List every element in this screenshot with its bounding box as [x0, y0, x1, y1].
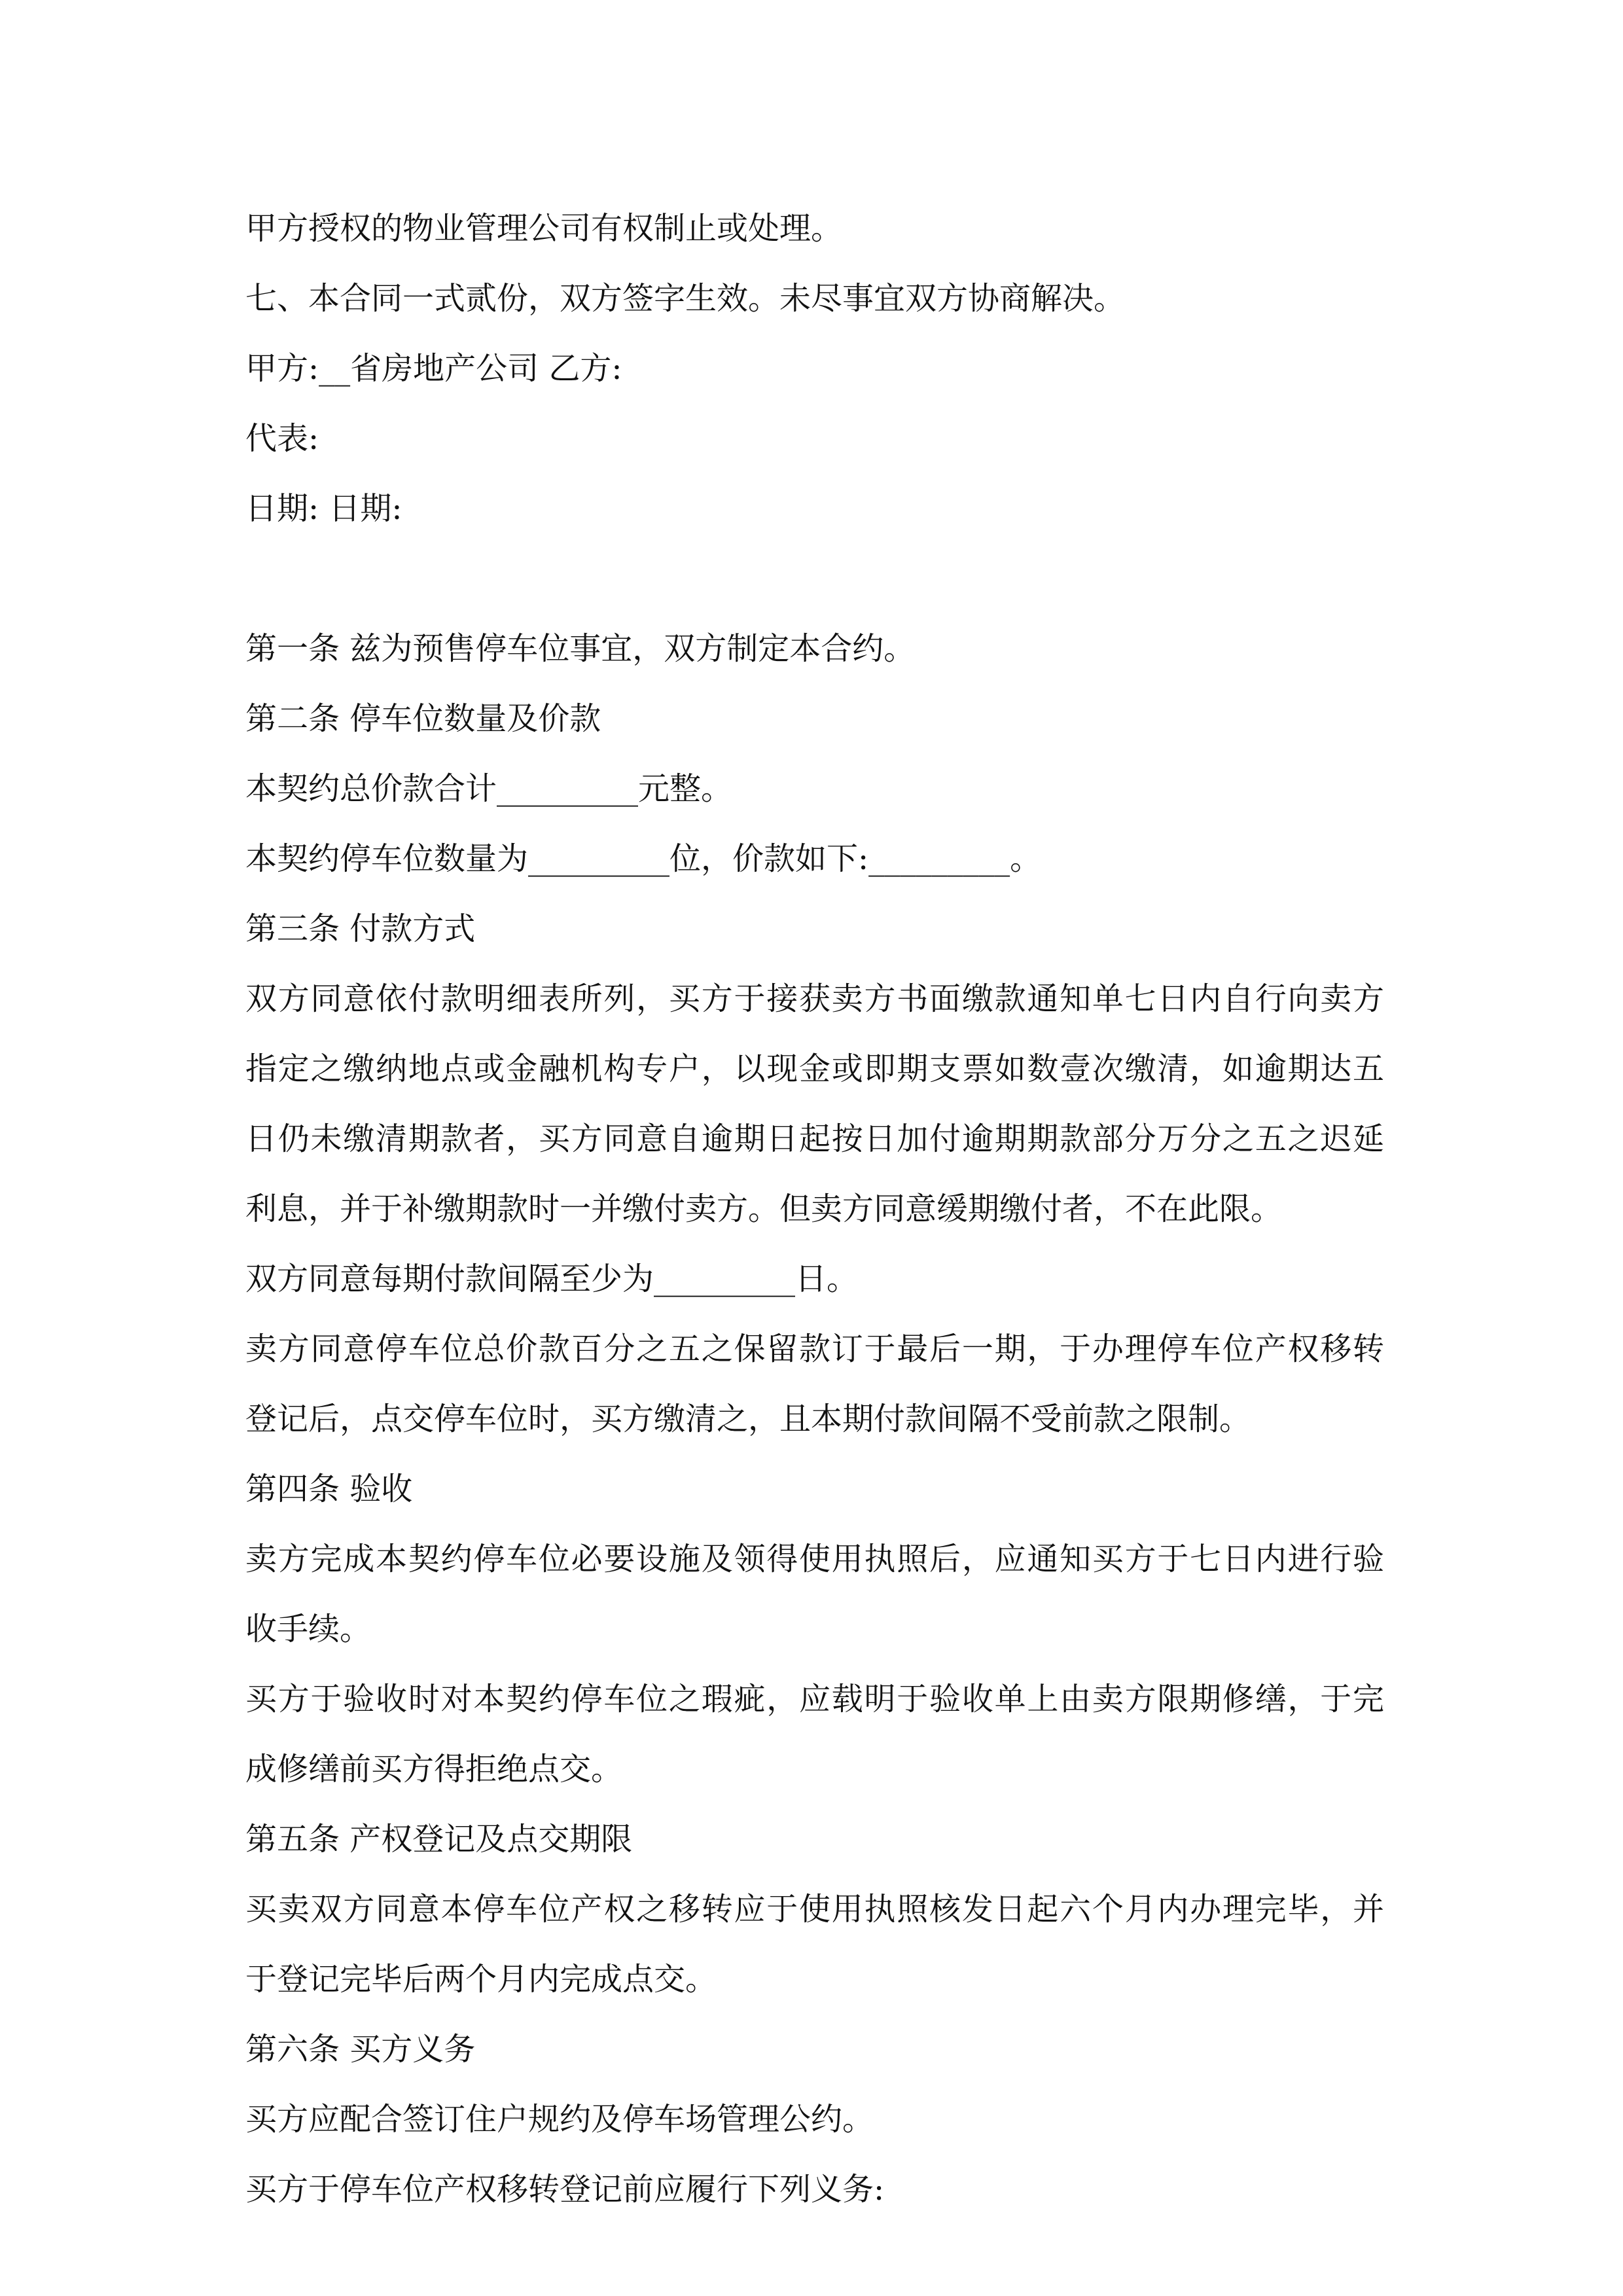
signature-party-line: 甲方:__省房地产公司 乙方:	[245, 350, 622, 387]
text-line: 买方于停车位产权移转登记前应履行下列义务:	[245, 2171, 885, 2208]
text-line: 成修缮前买方得拒绝点交。	[245, 1751, 623, 1787]
text-line: 双方同意依付款明细表所列，买方于接获卖方书面缴款通知单七日内自行向卖方	[245, 980, 1384, 1017]
text-line: 买方于验收时对本契约停车位之瑕疵，应载明于验收单上由卖方限期修缮，于完	[245, 1681, 1384, 1717]
text-line: 买卖双方同意本停车位产权之移转应于使用执照核发日起六个月内办理完毕，并	[245, 1891, 1384, 1928]
blank-spacer	[245, 544, 1384, 614]
text-line: 本契约停车位数量为_________位，价款如下:_________。	[245, 840, 1042, 877]
article-heading: 第四条 验收	[245, 1471, 413, 1507]
text-line: 卖方完成本契约停车位必要设施及领得使用执照后，应通知买方于七日内进行验	[245, 1541, 1384, 1577]
text-line: 日仍未缴清期款者，买方同意自逾期日起按日加付逾期期款部分万分之五之迟延	[245, 1121, 1384, 1157]
article-heading: 第六条 买方义务	[245, 2031, 476, 2068]
article-heading: 第二条 停车位数量及价款	[245, 700, 601, 737]
article-heading: 第五条 产权登记及点交期限	[245, 1821, 633, 1857]
signature-date-line: 日期: 日期:	[245, 490, 402, 527]
text-line: 买方应配合签订住户规约及停车场管理公约。	[245, 2101, 874, 2138]
text-line: 收手续。	[245, 1611, 372, 1647]
signature-representative-line: 代表:	[245, 420, 319, 457]
text-line: 七、本合同一式贰份，双方签字生效。未尽事宜双方协商解决。	[245, 280, 1126, 317]
text-line: 利息，并于补缴期款时一并缴付卖方。但卖方同意缓期缴付者，不在此限。	[245, 1191, 1283, 1227]
text-line: 于登记完毕后两个月内完成点交。	[245, 1961, 717, 1998]
text-line: 登记后，点交停车位时，买方缴清之，且本期付款间隔不受前款之限制。	[245, 1401, 1251, 1437]
text-line: 甲方授权的物业管理公司有权制止或处理。	[245, 210, 843, 247]
text-line: 指定之缴纳地点或金融机构专户，以现金或即期支票如数壹次缴清，如逾期达五	[245, 1050, 1384, 1087]
text-line: 本契约总价款合计_________元整。	[245, 770, 733, 807]
article-heading: 第三条 付款方式	[245, 910, 476, 947]
article-heading: 第一条 兹为预售停车位事宜，双方制定本合约。	[245, 630, 916, 667]
text-line: 双方同意每期付款间隔至少为_________日。	[245, 1261, 859, 1297]
document-body	[245, 194, 1384, 2225]
text-line: 卖方同意停车位总价款百分之五之保留款订于最后一期，于办理停车位产权移转	[245, 1331, 1384, 1367]
